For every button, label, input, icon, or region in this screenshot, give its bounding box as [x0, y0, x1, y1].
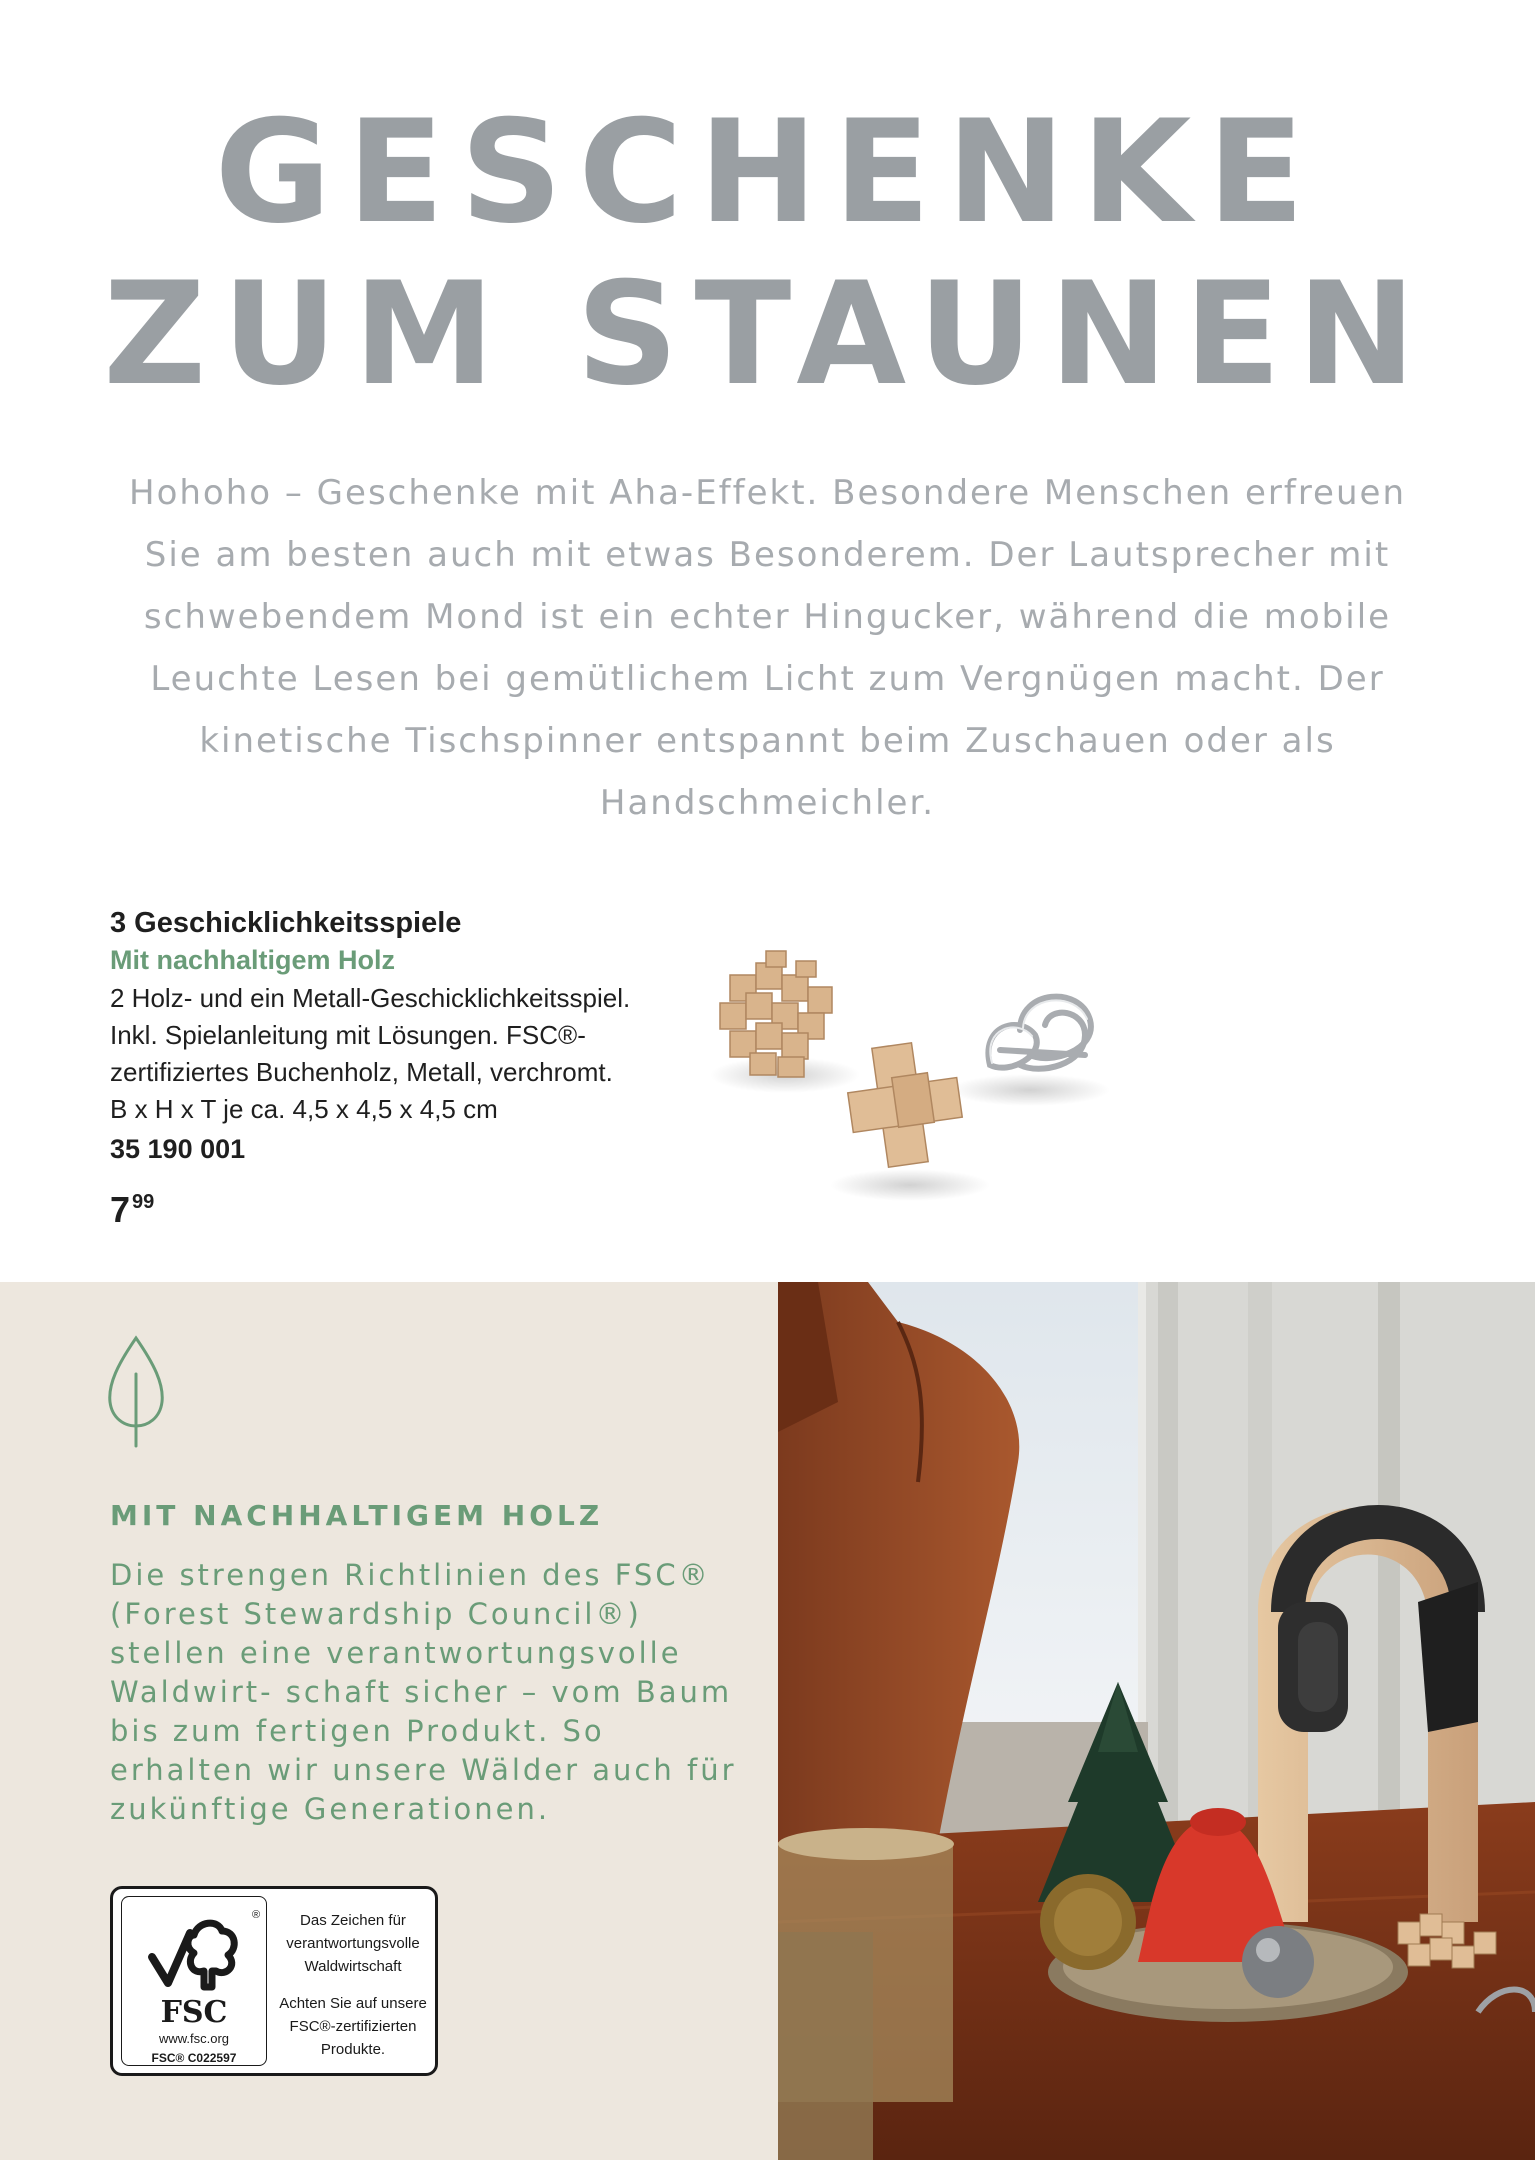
- product-description: [110, 980, 690, 1128]
- puzzle-product-image: [690, 915, 1130, 1215]
- sustainability-text: Die strengen Richtlinien des FSC® (Forest Stewardship Council®) stellen eine verantwortungsvolle Waldwirt- schaft sicher – vom Baum bis zum fertigen Produkt. So erhalten wir unsere Wälder auch für zukünftige Generationen.: [110, 1558, 737, 1826]
- product-info: [110, 904, 690, 1230]
- product-name: 3 Geschicklichkeitsspiele: [110, 907, 462, 939]
- intro-paragraph: Hohoho – Geschenke mit Aha-Effekt. Besondere Menschen erfreuen Sie am besten auch mit etwas Besonderem. Der Lautsprecher mit schwebendem Mond ist ein echter Hingucker, während die mobile Leuchte Lesen bei gemütlichem Licht zum Vergnügen macht. Der kinetische Tischspinner entspannt beim Zuschauen oder als Handschmeichler.: [129, 473, 1406, 823]
- fsc-registered-mark: ®: [252, 1909, 261, 1921]
- price-cents: 99: [132, 1191, 155, 1213]
- product-description-line: 2 Holz- und ein Metall-Geschicklichkeitsspiel.: [110, 983, 631, 1013]
- lifestyle-photo: [778, 1282, 1535, 2160]
- fsc-wordmark: FSC: [160, 1995, 228, 2030]
- fsc-checkmark-tree-icon: [146, 1913, 246, 1997]
- article-number: 35 190 001: [110, 1134, 246, 1164]
- leaf-icon: [106, 1334, 166, 1448]
- sustainability-title: MIT NACHHALTIGEM HOLZ: [110, 1499, 604, 1532]
- headline-line-1: GESCHENKE: [214, 90, 1321, 255]
- fsc-text-line: Das Zeichen für: [300, 1912, 406, 1929]
- price-main: 7: [110, 1189, 131, 1230]
- fsc-text-line: Achten Sie auf unsere: [279, 1995, 427, 2012]
- fsc-text-line: Waldwirtschaft: [304, 1958, 402, 1975]
- fsc-url: www.fsc.org: [158, 2031, 230, 2046]
- product-price: [110, 1182, 690, 1230]
- fsc-logo: [121, 1896, 267, 2066]
- product-description-line: Inkl. Spielanleitung mit Lösungen. FSC®-: [110, 1020, 586, 1050]
- fsc-text-line: FSC®-zertifizierten: [289, 2018, 417, 2035]
- fsc-license-code: FSC® C022597: [151, 2051, 237, 2065]
- fsc-label-text: [273, 1909, 433, 2061]
- fsc-text-line: Produkte.: [320, 2041, 386, 2058]
- headline-line-2: ZUM STAUNEN: [103, 252, 1432, 417]
- product-description-line: B x H x T je ca. 4,5 x 4,5 x 4,5 cm: [110, 1094, 498, 1124]
- product-description-line: zertifiziertes Buchenholz, Metall, verchromt.: [110, 1057, 613, 1087]
- page-headline: [0, 92, 1535, 416]
- fsc-text-line: verantwortungsvolle: [286, 1935, 420, 1952]
- fsc-label: [110, 1886, 438, 2076]
- product-subtitle: Mit nachhaltigem Holz: [110, 945, 396, 975]
